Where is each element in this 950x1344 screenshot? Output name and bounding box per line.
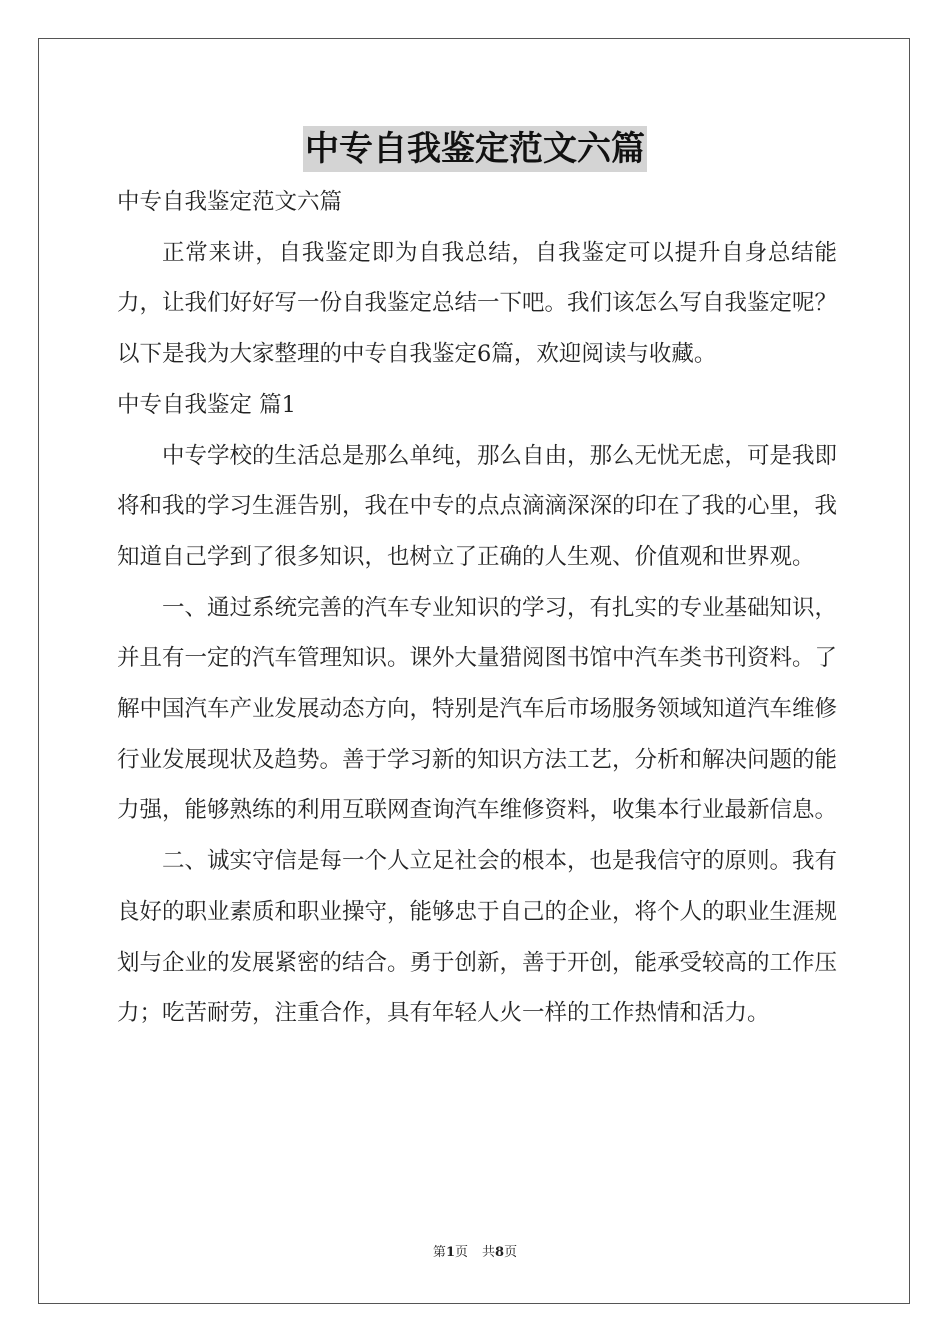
page-total: 8 (495, 1245, 505, 1260)
intro-paragraph: 正常来讲，自我鉴定即为自我总结，自我鉴定可以提升自身总结能力，让我们好好写一份自我鉴定总结一下吧。我们该怎么写自我鉴定呢？以下是我为大家整理的中专自我鉴定6篇，欢迎阅读与收藏。 (117, 239, 838, 368)
subtitle-paragraph: 中专自我鉴定范文六篇 (117, 189, 343, 215)
page-suffix: 页 (454, 1245, 468, 1260)
document-title: 中专自我鉴定范文六篇 (303, 126, 647, 172)
title-container (0, 126, 950, 172)
document-body (117, 177, 837, 1039)
page-current: 1 (445, 1245, 455, 1260)
page-prefix: 第 (432, 1245, 446, 1260)
page-footer (0, 1244, 950, 1262)
body-paragraph: 中专学校的生活总是那么单纯，那么自由，那么无忧无虑，可是我即将和我的学习生涯告别，我在中专的点点滴滴深深的印在了我的心里，我知道自己学到了很多知识，也树立了正确的人生观、价值观和世界观。 (117, 442, 838, 570)
total-suffix: 页 (504, 1245, 518, 1260)
body-paragraph: 一、通过系统完善的汽车专业知识的学习，有扎实的专业基础知识，并且有一定的汽车管理知识。课外大量猎阅图书馆中汽车类书刊资料。了解中国汽车产业发展动态方向，特别是汽车后市场服务领域知道汽车维修行业发展现状及趋势。善于学习新的知识方法工艺，分析和解决问题的能力强，能够熟练的利用互联网查询汽车维修资料，收集本行业最新信息。 (117, 594, 838, 824)
total-prefix: 共 (482, 1245, 496, 1260)
section-heading: 中专自我鉴定 篇1 (117, 391, 296, 418)
body-paragraph: 二、诚实守信是每一个人立足社会的根本，也是我信守的原则。我有良好的职业素质和职业操守，能够忠于自己的企业，将个人的职业生涯规划与企业的发展紧密的结合。勇于创新，善于开创，能承受较高的工作压力；吃苦耐劳，注重合作，具有年轻人火一样的工作热情和活力。 (117, 848, 838, 1027)
